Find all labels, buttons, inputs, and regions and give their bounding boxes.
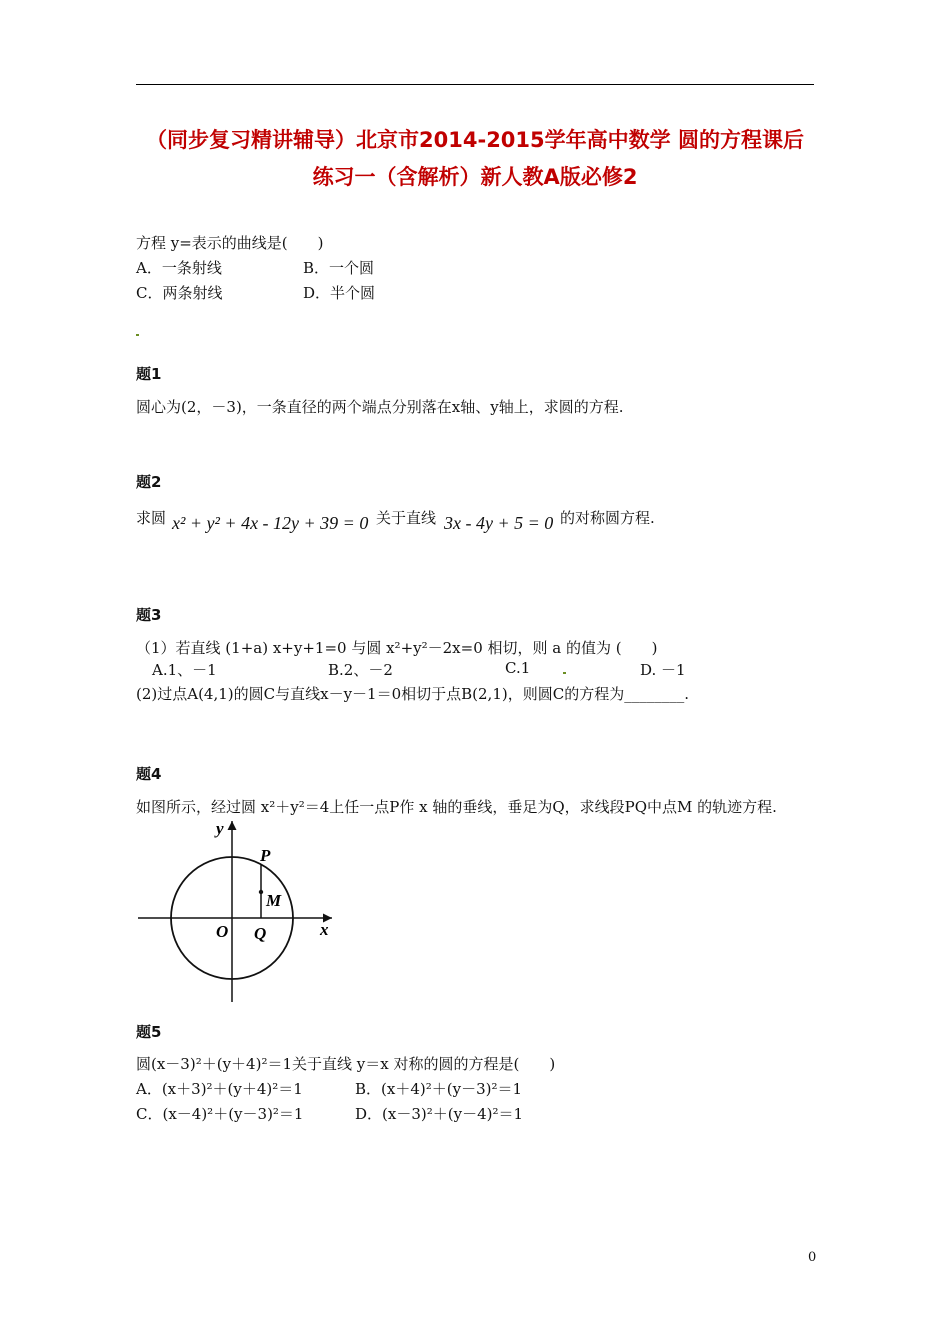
circle-figure xyxy=(136,815,346,1005)
label-m: M xyxy=(266,891,282,910)
intro-option-c: C．两条射线 xyxy=(136,284,223,302)
page-title-line1: （同步复习精讲辅导）北京市2014-2015学年高中数学 圆的方程课后 xyxy=(146,128,804,152)
q2-line-equation: 3x - 4y + 5 = 0 xyxy=(444,513,554,533)
intro-option-a: A．一条射线 xyxy=(136,259,222,277)
label-y: y xyxy=(216,819,224,838)
q2-suffix: 的对称圆方程. xyxy=(560,509,655,527)
q2-middle: 关于直线 xyxy=(376,509,437,527)
label-q: Q xyxy=(254,924,267,943)
q5-option-b: B．(x＋4)²＋(y－3)²＝1 xyxy=(355,1080,523,1098)
q2-prefix: 求圆 xyxy=(136,509,167,527)
q5-option-a: A．(x＋3)²＋(y＋4)²＝1 xyxy=(136,1080,303,1098)
q3-option-a: A.1、－1 xyxy=(152,661,217,679)
page-number: 0 xyxy=(808,1250,817,1265)
q4-text: 如图所示，经过圆 x²＋y²＝4上任一点P作 x 轴的垂线，垂足为Q，求线段PQ中点M 的轨迹方程. xyxy=(136,798,777,816)
stray-mark-2 xyxy=(563,672,566,674)
page-title-line2: 练习一（含解析）新人教A版必修2 xyxy=(312,165,638,189)
intro-question: 方程 y=表示的曲线是( ) xyxy=(136,234,324,252)
q1-heading: 题1 xyxy=(136,365,162,383)
q3-part2: (2)过点A(4,1)的圆C与直线x－y－1＝0相切于点B(2,1)，则圆C的方程为________. xyxy=(136,685,689,703)
label-o: O xyxy=(216,922,229,941)
q4-heading: 题4 xyxy=(136,765,162,783)
q3-part1: （1）若直线 (1+a) x+y+1=0 与圆 x²+y²－2x=0 相切，则 a 的值为 ( ) xyxy=(136,639,658,657)
q5-option-d: D．(x－3)²＋(y－4)²＝1 xyxy=(355,1105,524,1123)
q1-text: 圆心为(2，－3)，一条直径的两个端点分别落在x轴、y轴上，求圆的方程. xyxy=(136,398,624,416)
q3-option-b: B.2、－2 xyxy=(328,661,393,679)
point-m xyxy=(259,890,263,894)
q3-option-d: D. －1 xyxy=(640,661,686,679)
q5-question: 圆(x－3)²＋(y＋4)²＝1关于直线 y＝x 对称的圆的方程是( ) xyxy=(136,1055,556,1073)
q2-circle-equation: x² + y² + 4x - 12y + 39 = 0 xyxy=(172,513,369,533)
q5-heading: 题5 xyxy=(136,1023,162,1041)
intro-option-d: D．半个圆 xyxy=(303,284,376,302)
q3-option-c: C.1 xyxy=(505,659,531,677)
q2-heading: 题2 xyxy=(136,473,162,491)
stray-mark xyxy=(136,334,139,336)
q5-option-c: C．(x－4)²＋(y－3)²＝1 xyxy=(136,1105,304,1123)
top-rule xyxy=(136,84,814,85)
intro-option-b: B．一个圆 xyxy=(303,259,375,277)
q3-heading: 题3 xyxy=(136,606,162,624)
label-x: x xyxy=(320,920,329,939)
label-p: P xyxy=(260,846,271,865)
